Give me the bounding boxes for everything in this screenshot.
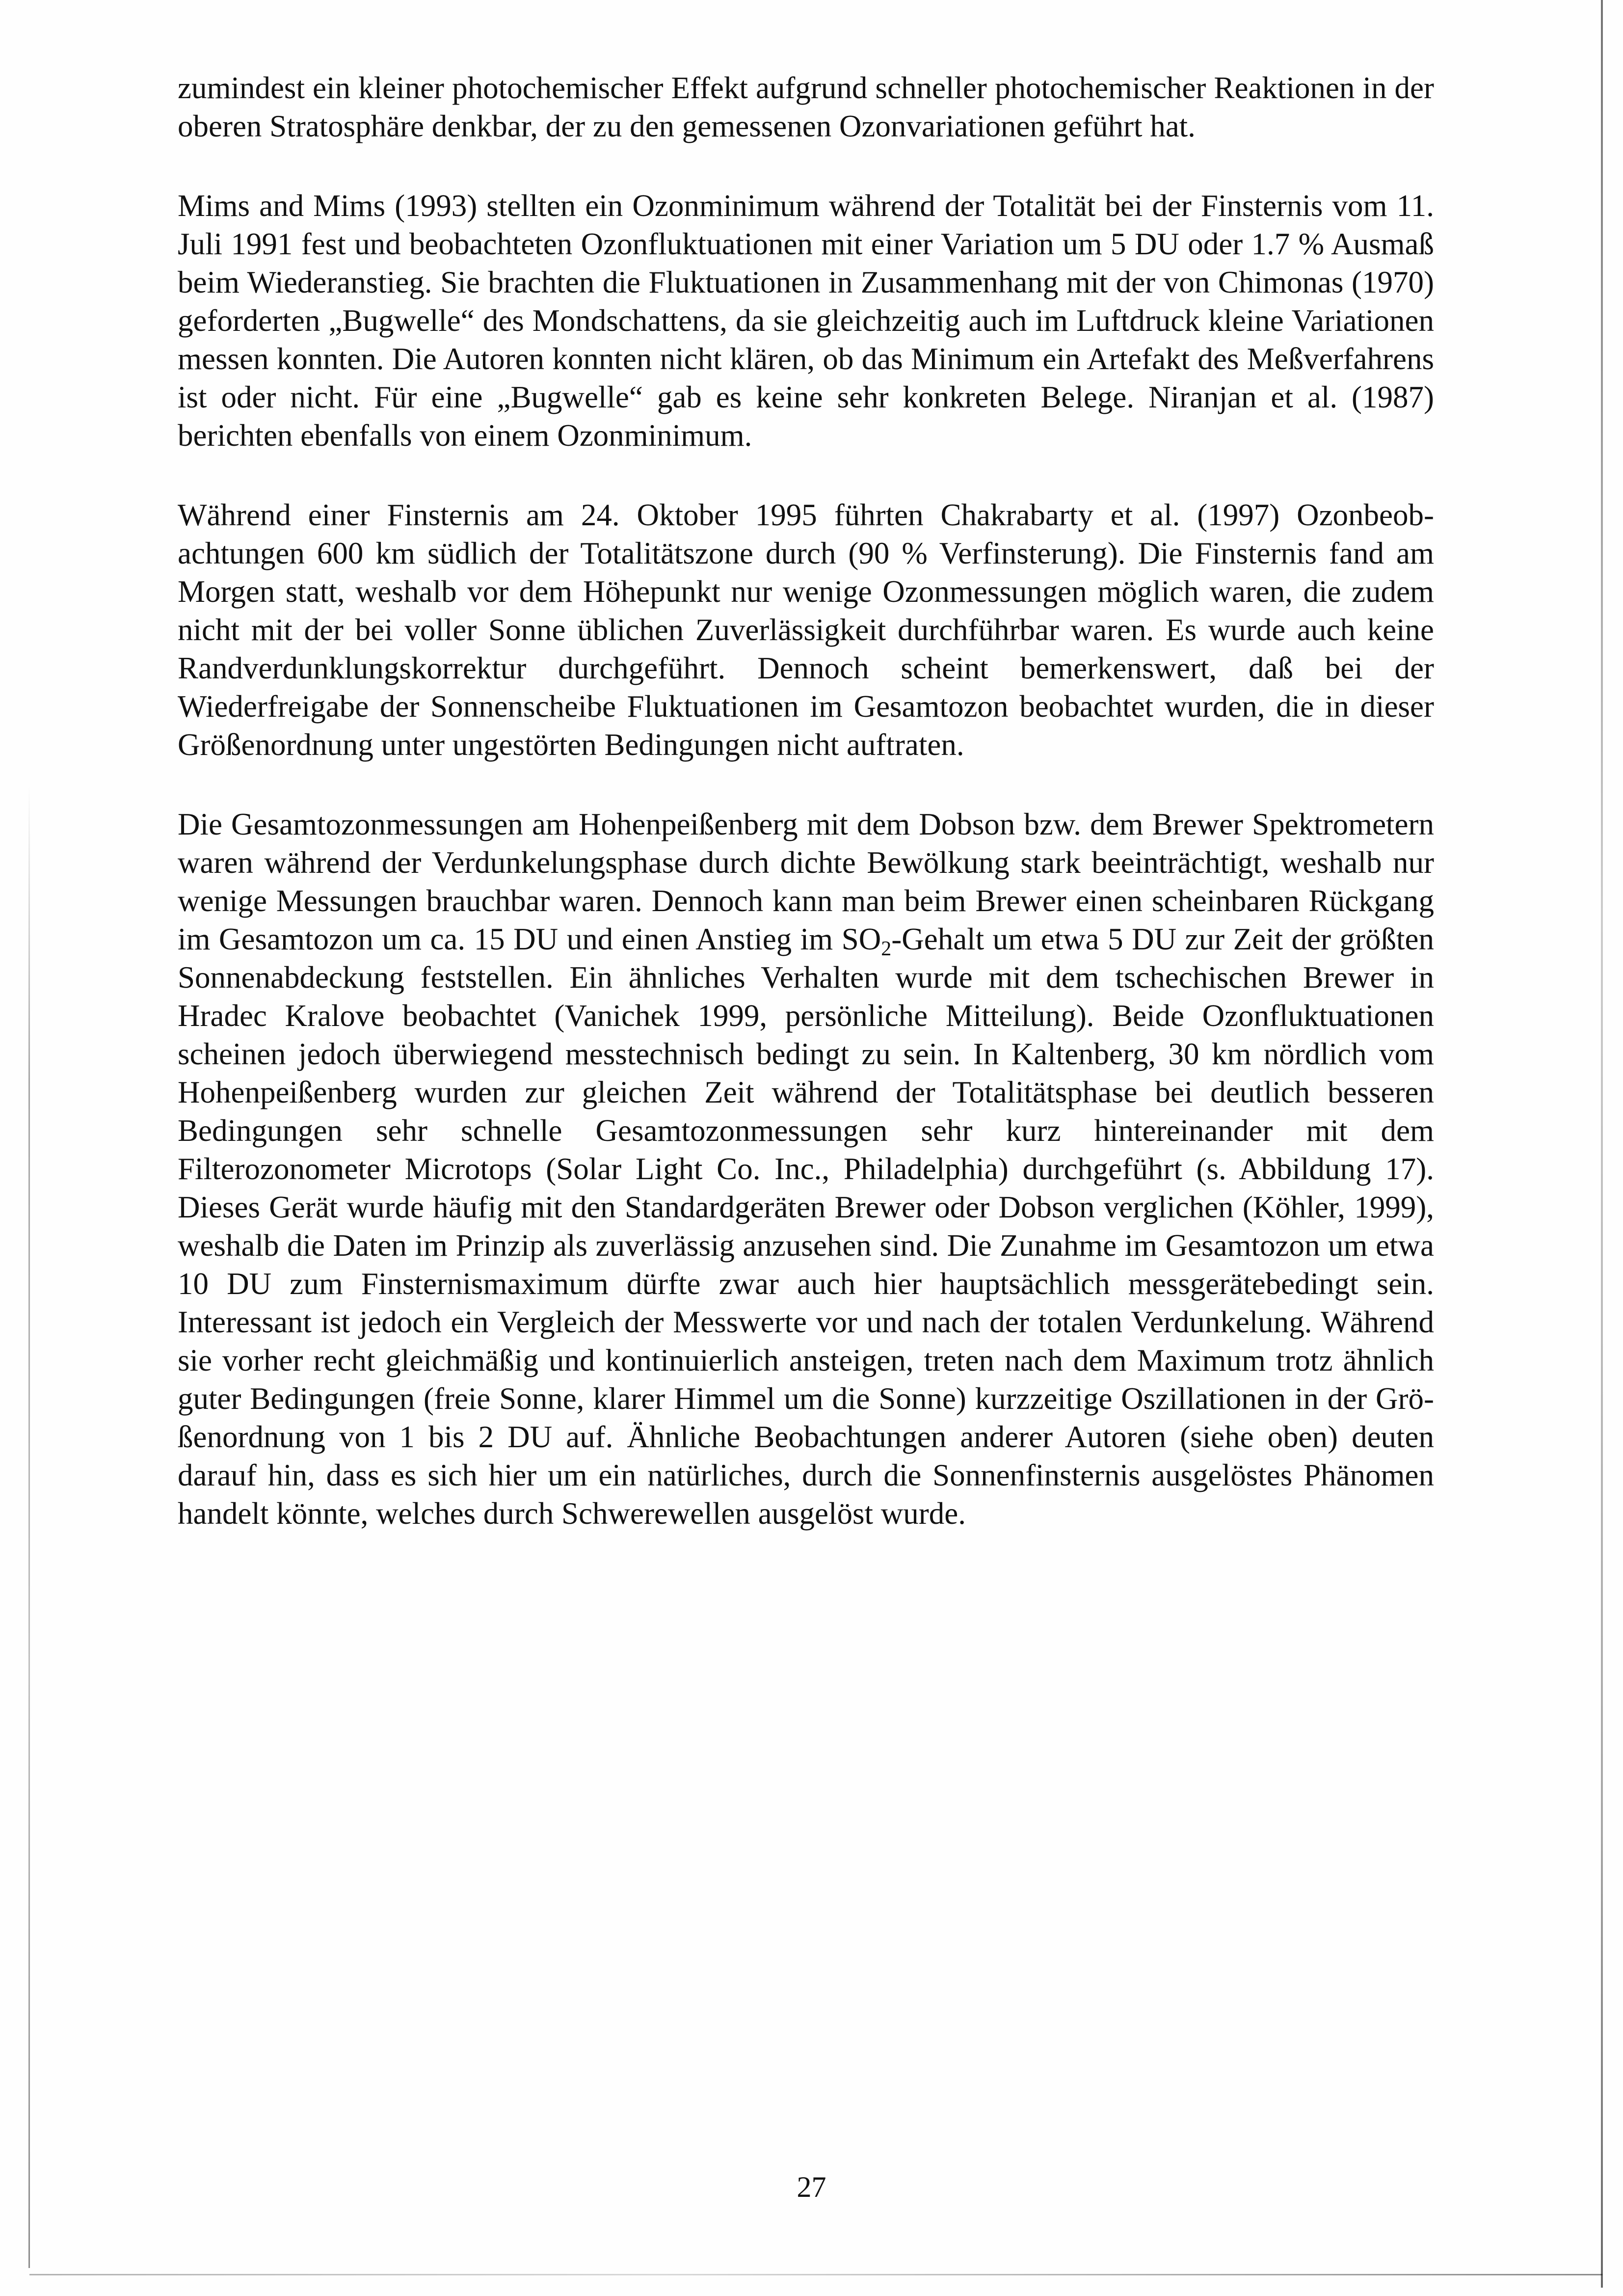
paragraph-2: [178, 187, 1434, 455]
scan-edge-right: [1601, 0, 1603, 2288]
paragraph-3: [178, 496, 1434, 764]
paragraph-4-text-b: -Gehalt um etwa 5 DU zur Zeit der größten Sonnenabdeckung feststellen. Ein ähnliches Verhalten wurde mit dem tschechischen Brewer in Hradec Kralove beobachtet (Vanichek 1999, persönliche Mitteilung). Beide Ozonfluktuationen scheinen jedoch überwiegend messtechnisch bedingt zu sein. In Kaltenberg, 30 km nördlich vom Hohenpeißenberg wurden zur gleichen Zeit während der Totalitätsphase bei deutlich besseren Bedingungen sehr schnelle Gesamtozonmessungen sehr kurz hintereinander mit dem Filterozonometer Microtops (Solar Light Co. Inc., Philadelphia) durchgeführt (s. Abbildung 17). Dieses Gerät wurde häufig mit den Standardgeräten Brewer oder Dobson verglichen (Köhler, 1999), weshalb die Daten im Prinzip als zuverlässig anzusehen sind. Die Zunahme im Gesamtozon um etwa 10 DU zum Finsternismaximum dürfte zwar auch hier hauptsächlich messgerätebedingt sein. Interessant ist jedoch ein Vergleich der Messwerte vor und nach der totalen Verdunkelung. Während sie vorher recht gleichmäßig und kontinuierlich ansteigen, treten nach dem Maximum trotz ähnlich guter Bedingungen (freie Sonne, klarer Himmel um die Sonne) kurzzeitige Oszillationen in der Größenordnung von 1 bis 2 DU auf. Ähnliche Beobachtungen anderer Autoren (siehe oben) deuten darauf hin, dass es sich hier um ein natürliches, durch die Sonnenfinsternis ausgelöstes Phänomen handelt könnte, welches durch Schwerewellen ausgelöst wurde.: [178, 922, 1434, 1531]
scan-edge-bottom: [29, 2274, 1602, 2275]
paragraph-1: [178, 69, 1434, 145]
scan-edge-left: [28, 785, 30, 2268]
paragraph-4-text-a: Die Gesamtozonmessungen am Hohenpeißenberg mit dem Dobson bzw. dem Brewer Spektrometern waren während der Verdunkelungsphase durch dichte Bewölkung stark beeinträchtigt, weshalb nur wenige Messungen brauchbar waren. Dennoch kann man beim Brewer einen scheinbaren Rückgang im Gesamtozon um ca. 15 DU und einen Anstieg im SO: [178, 807, 1434, 956]
paragraph-1-text: zumindest ein kleiner photochemischer Effekt aufgrund schneller photochemischer Reaktionen in der oberen Stratosphäre denkbar, der zu den gemessenen Ozonvariationen geführt hat.: [178, 71, 1434, 143]
so2-subscript: 2: [881, 938, 892, 960]
paragraph-3-text: Während einer Finsternis am 24. Oktober 1995 führten Chakrabarty et al. (1997) Ozonbeobachtungen 600 km südlich der Totalitätszone durch (90 % Verfinsterung). Die Finsternis fand am Morgen statt, weshalb vor dem Höhepunkt nur wenige Ozonmessungen möglich waren, die zudem nicht mit der bei voller Sonne üblichen Zuverlässigkeit durchführbar waren. Es wurde auch keine Randverdunklungskorrektur durchgeführt. Dennoch scheint bemerkenswert, daß bei der Wiederfreigabe der Sonnenscheibe Fluktuationen im Gesamtozon beobachtet wurden, die in dieser Größenordnung unter ungestörten Bedingungen nicht auftraten.: [178, 498, 1434, 762]
paragraph-4: [178, 805, 1434, 1533]
page-number: 27: [797, 2171, 826, 2203]
body-text: [178, 69, 1434, 1574]
paragraph-2-text: Mims and Mims (1993) stellten ein Ozonminimum während der Totalität bei der Finsternis vom 11. Juli 1991 fest und beobachteten Ozonfluktuationen mit einer Variation um 5 DU oder 1.7 % Ausmaß beim Wiederanstieg. Sie brachten die Fluktuationen in Zusammenhang mit der von Chimonas (1970) geforderten „Bugwelle“ des Mondschattens, da sie gleichzeitig auch im Luftdruck kleine Variationen messen konnten. Die Autoren konnten nicht klären, ob das Minimum ein Artefakt des Meßverfahrens ist oder nicht. Für eine „Bugwelle“ gab es keine sehr konkreten Belege. Niranjan et al. (1987) berichten ebenfalls von einem Ozonminimum.: [178, 189, 1434, 453]
